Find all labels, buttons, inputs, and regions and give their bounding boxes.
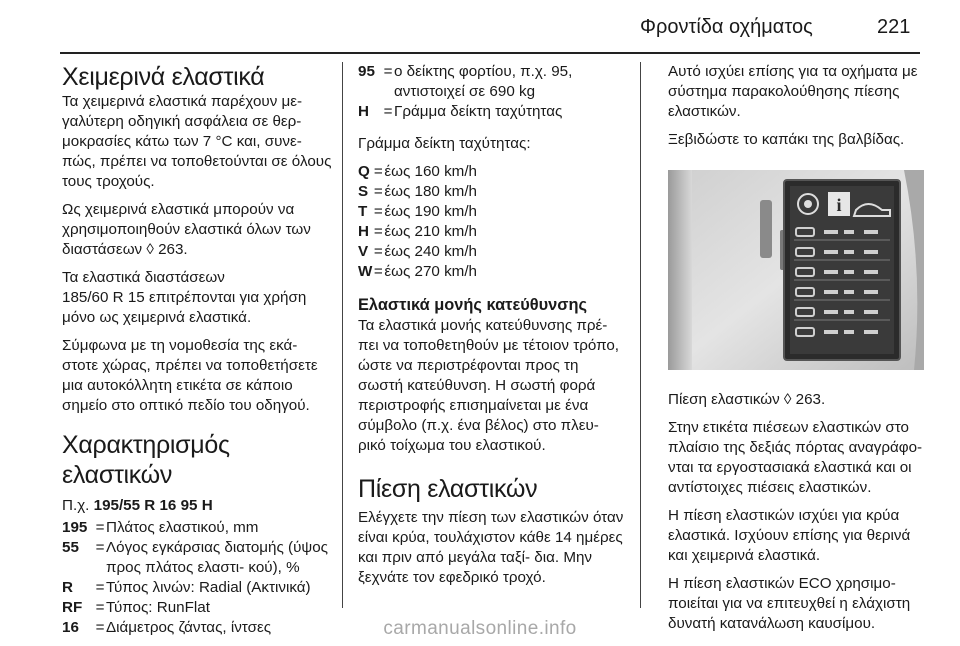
designation-example [62,496,334,516]
speed-row [358,222,626,242]
equals-sign: = [373,263,383,280]
equals-sign: = [95,599,105,616]
definition-key: R [62,579,73,596]
winter-tyres-heading: Χειμερινά ελαστικά [62,63,265,91]
svg-text:i: i [836,195,842,215]
speed-letter: Q [358,163,370,180]
definition-key: 95 [358,63,375,80]
definition-value: Πλάτος ελαστικού, mm [106,519,259,536]
definition-row [358,62,626,102]
definition-key: 55 [62,539,79,556]
definition-row [62,518,334,538]
speed-letter: T [358,203,368,220]
equals-sign: = [95,519,105,536]
page-header [0,0,960,56]
column-1 [62,62,334,646]
speed-index-intro: Γράμμα δείκτη ταχύτητας: [358,135,531,152]
example-prefix: Π.χ. [62,497,90,514]
speed-value: έως 190 km/h [384,203,477,220]
definition-key: 16 [62,619,79,636]
column-divider-2 [640,62,641,608]
example-value: 195/55 R 16 95 H [93,497,213,514]
definition-value: Τύπος λινών: Radial (Ακτινικά) [106,579,311,596]
header-title: Φροντίδα οχήματος [640,16,813,38]
directional-tyres-heading: Ελαστικά μονής κατεύθυνσης [358,296,588,314]
winter-paragraph-4: Σύμφωνα με τη νομοθεσία της εκά- στοτε χώρας, πρέπει να τοποθετήσετε μια αυτοκόλλητη ετικέτα σε κάποιο σημείο στο οπτικό πεδίο του οδηγού. [62,337,318,414]
winter-paragraph-3-line-2: 185/60 R 15 επιτρέπονται για χρήση μόνο ως χειμερινά ελαστικά. [62,289,307,326]
definition-key: RF [62,599,83,616]
speed-index-table [358,162,626,282]
equals-sign: = [373,183,383,200]
page-number: 221 [877,16,911,38]
speed-value: έως 240 km/h [384,243,477,260]
equals-sign: = [95,619,105,636]
watermark [0,612,960,642]
speed-row [358,242,626,262]
valve-cap-instruction: Ξεβιδώστε το καπάκι της βαλβίδας. [668,131,905,148]
equals-sign: = [383,103,393,120]
eco-pressure-text: Η πίεση ελαστικών ECO χρησιμο- ποιείται για να επιτευχθεί η ελάχιστη δυνατή κατανάλωση καυσίμου. [668,575,911,632]
column-2 [358,62,626,596]
definition-row [358,102,626,122]
directional-tyres-text: Τα ελαστικά μονής κατεύθυνσης πρέ- πει να τοποθετηθούν με τέτοιον τρόπο, ώστε να περιστρέφονται προς τη σωστή κατεύθυνση. Η σωστή φορά περιστροφής επισημαίνεται με ένα σύμβολο (π.χ. ένα βέλος) στο πλευ- ρικό τοίχωμα του ελαστικού. [358,317,620,454]
definition-value: ο δείκτης φορτίου, π.χ. 95, αντιστοιχεί σε 690 kg [394,63,573,100]
equals-sign: = [373,243,383,260]
equals-sign: = [383,63,393,80]
speed-value: έως 160 km/h [384,163,477,180]
speed-value: έως 210 km/h [384,223,477,240]
winter-paragraph-3 [62,268,334,328]
speed-row [358,262,626,282]
speed-letter: S [358,183,369,200]
tyre-pressure-reference: Πίεση ελαστικών ◊ 263. [668,391,826,408]
column-divider-1 [342,62,343,608]
equals-sign: = [95,539,105,556]
load-speed-definitions [358,62,626,122]
speed-row [358,182,626,202]
tyre-designation-heading: Χαρακτηρισμός ελαστικών [62,431,230,489]
tyre-pressure-text: Ελέγχετε την πίεση των ελαστικών όταν είναι κρύα, τουλάχιστον κάθε 14 ημέρες και πριν από μεγάλα ταξί- δια. Μην ξεχνάτε τον εφεδρικό τροχό. [358,509,624,586]
definition-value: Λόγος εγκάρσιας διατομής (ύψος προς πλάτος ελαστι- κού), % [106,539,328,576]
speed-row [358,162,626,182]
equals-sign: = [373,223,383,240]
column-3 [668,62,928,642]
equals-sign: = [95,579,105,596]
winter-paragraph-2: Ως χειμερινά ελαστικά μπορούν να χρησιμοποιηθούν ελαστικά όλων των διαστάσεων ◊ 263. [62,201,311,258]
definition-value: Γράμμα δείκτη ταχύτητας [394,103,563,120]
tpms-note: Αυτό ισχύει επίσης για τα οχήματα με σύστημα παρακολούθησης πίεσης ελαστικών. [668,63,918,120]
winter-paragraph-1: Τα χειμερινά ελαστικά παρέχουν με- γαλύτερη οδηγική ασφάλεια σε θερ- μοκρασίες κάτω των 7 °C και, συνε- πώς, πρέπει να τοποθετούνται σε όλους τους τροχούς. [62,93,332,190]
pressure-label-text: Στην ετικέτα πιέσεων ελαστικών στο πλαίσιο της δεξιάς πόρτας αναγράφο- νται τα εργοστασιακά ελαστικά και οι αντίστοιχες πιέσεις ελαστικών. [668,419,923,496]
speed-letter: W [358,263,373,280]
tyre-pressure-label-photo [668,170,924,370]
definition-value: Τύπος: RunFlat [106,599,210,616]
definition-value: Διάμετρος ζάντας, ίντσες [106,619,272,636]
definition-row [62,578,334,598]
winter-paragraph-3-line-1: Τα ελαστικά διαστάσεων [62,269,225,286]
watermark-text: carmanualsonline.info [383,618,577,639]
header-rule [60,52,920,54]
speed-value: έως 270 km/h [384,263,477,280]
equals-sign: = [373,163,383,180]
speed-row [358,202,626,222]
definition-row [62,538,334,578]
definition-key: 195 [62,519,88,536]
speed-value: έως 180 km/h [384,183,477,200]
speed-letter: H [358,223,369,240]
tyre-pressure-heading: Πίεση ελαστικών [358,475,538,503]
definition-key: H [358,103,369,120]
speed-letter: V [358,243,369,260]
equals-sign: = [373,203,383,220]
cold-tyres-text: Η πίεση ελαστικών ισχύει για κρύα ελαστικά. Ισχύουν επίσης για θερινά και χειμερινά ελαστικά. [668,507,911,564]
